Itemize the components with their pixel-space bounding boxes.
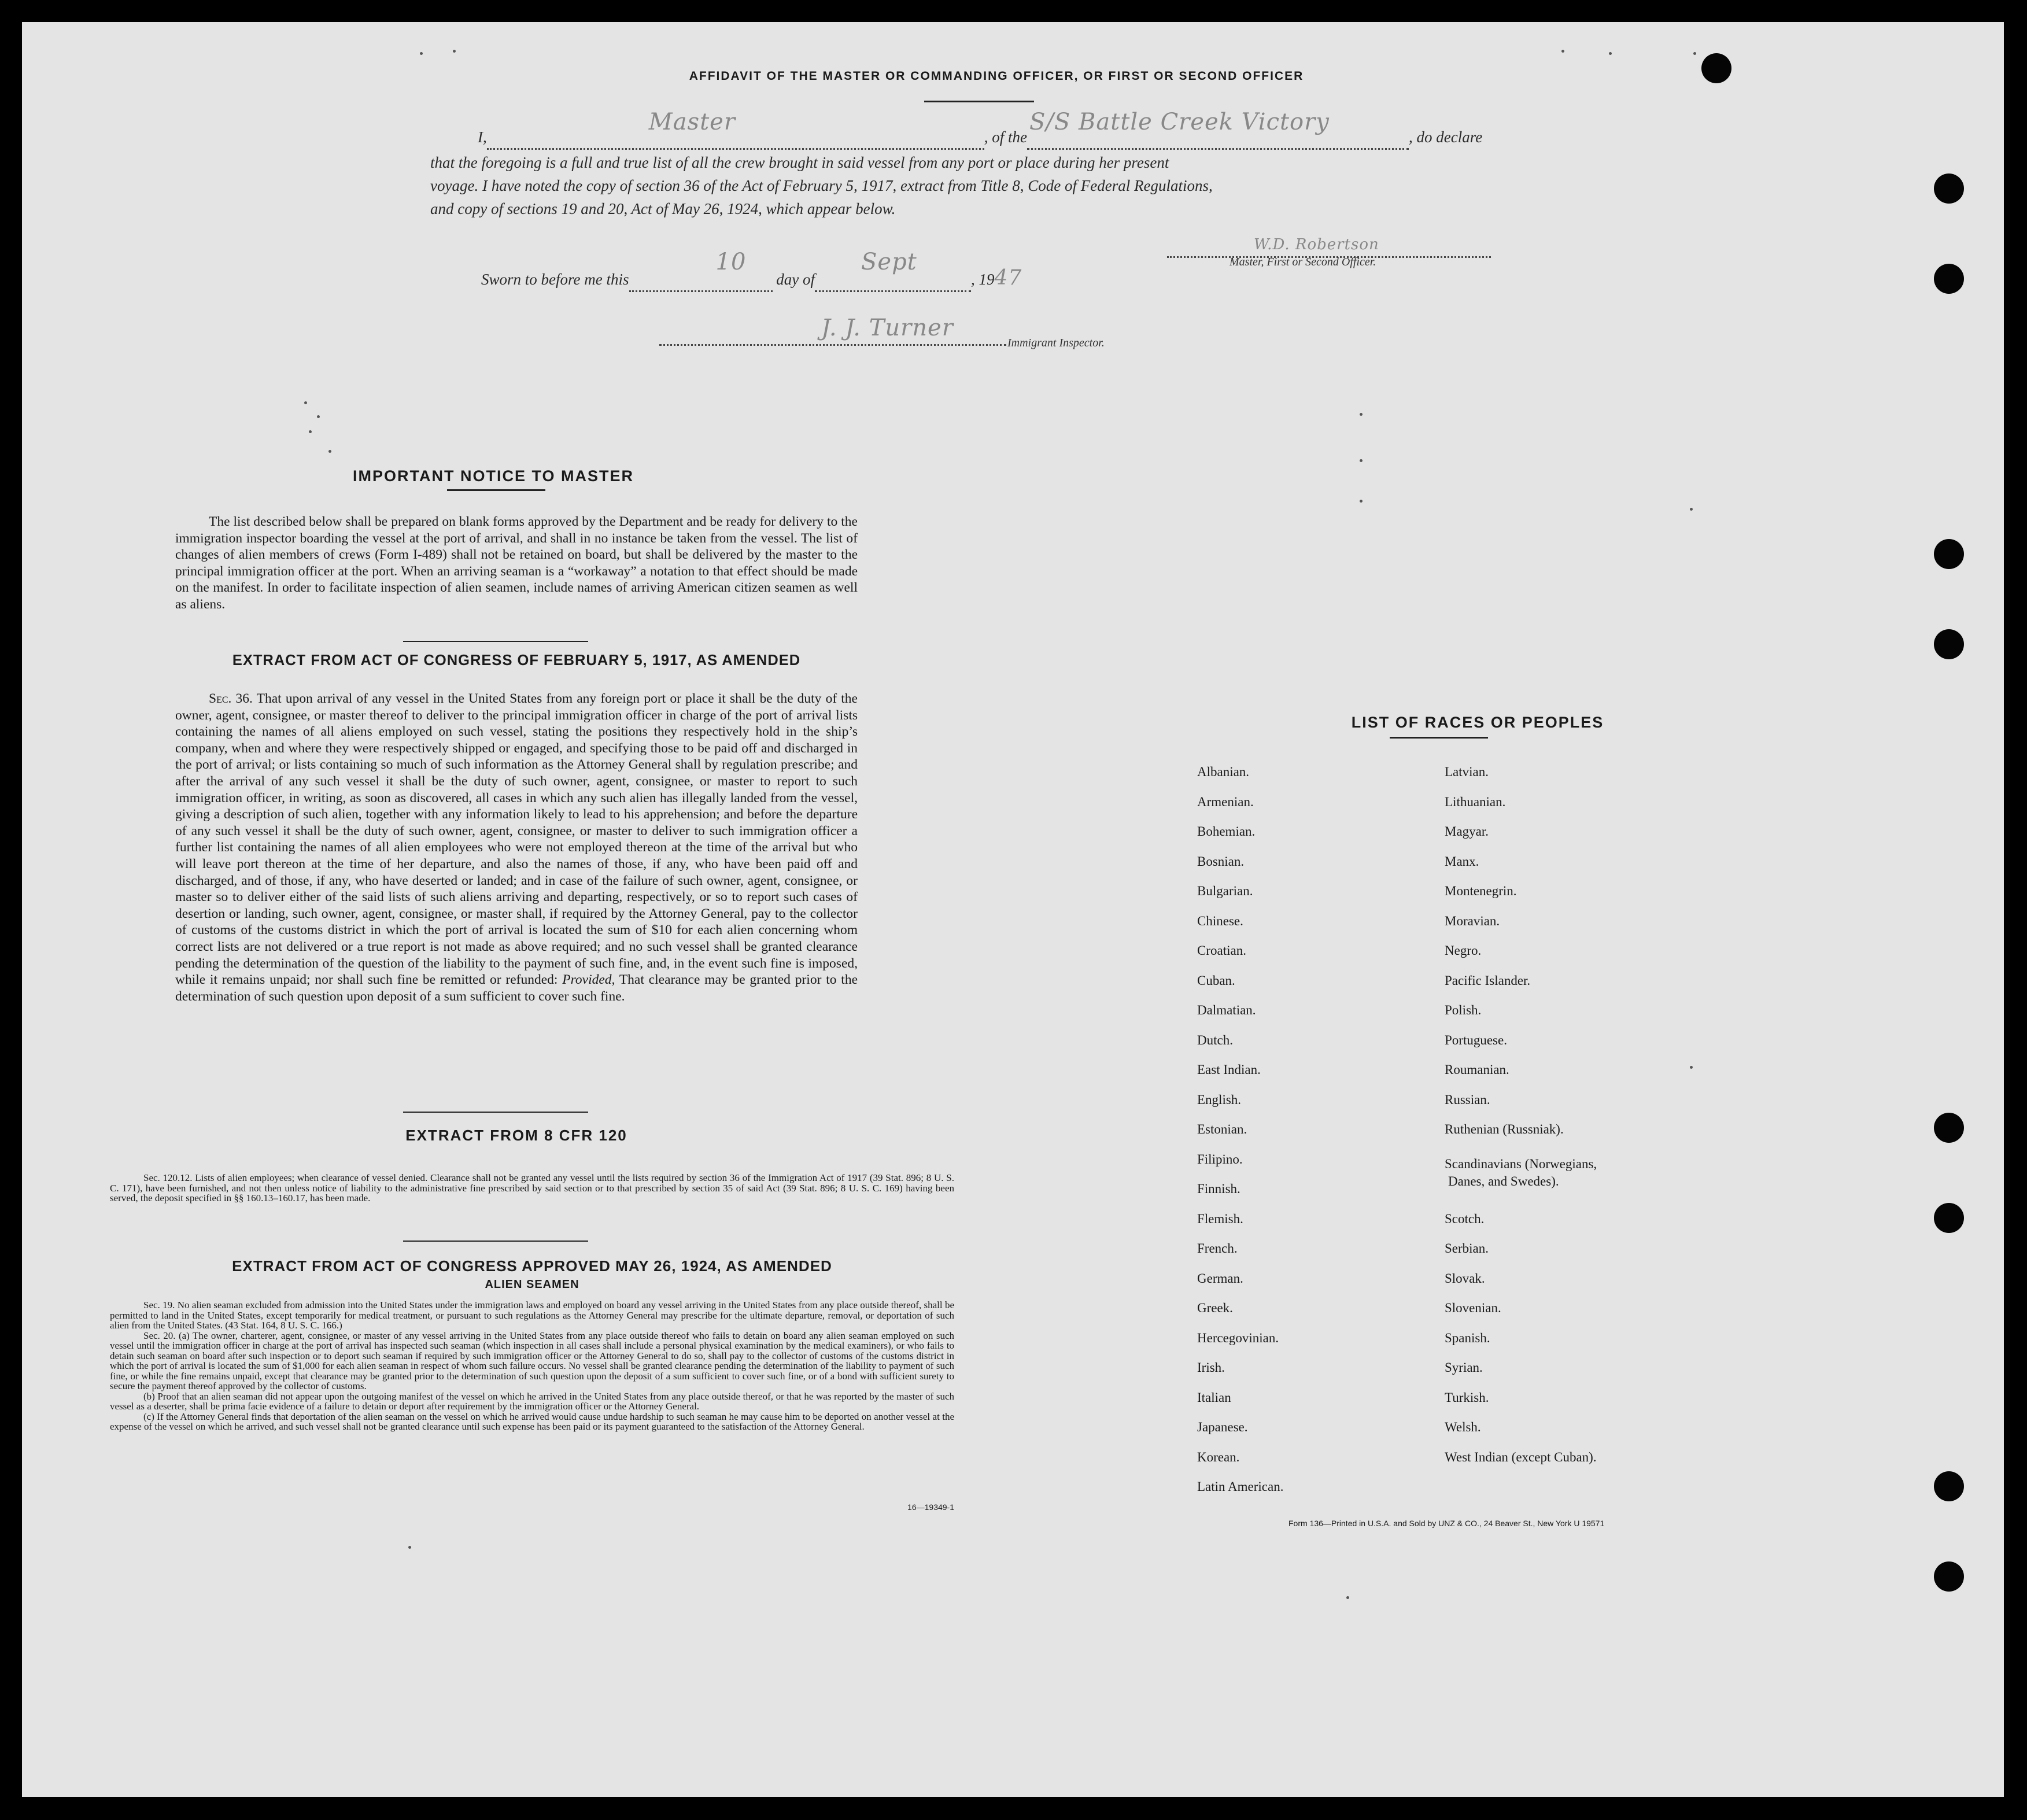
scan-speck xyxy=(1561,50,1564,53)
race-item-left: Croatian. xyxy=(1197,943,1246,958)
sec-19-text: Sec. 19. No alien seaman excluded from admission into the United States under the immigration laws and employed on board any vessel arriving in the United States from any place outside thereof, shall be permitted to land in the United States, except temporarily for medical treatment, or pursuant to such regulations as the Attorney General may prescribe for the ultimate departure, removal, or deportation of such alien from the United States. (43 Stat. 164, 8 U. S. C. 166.) xyxy=(110,1300,954,1331)
race-item-right: Danes, and Swedes). xyxy=(1448,1173,1559,1188)
inspector-caption: Immigrant Inspector. xyxy=(1007,337,1105,349)
extract-1924-body xyxy=(110,1300,954,1432)
master-name-handwriting: Master xyxy=(648,109,736,135)
race-item-right: Negro. xyxy=(1445,943,1482,958)
sec-20a-text: Sec. 20. (a) The owner, charterer, agent, consignee, or master of any vessel arriving in the United States from any place outside thereof who fails to detain on board any alien seaman employed on such vessel until the immigration officer in charge at the port of arrival has inspected such seaman (which inspection in all cases shall include a personal physical examination by the medical examiners), or who fails to detain such seaman on board after such inspection or to deport such seaman if required by such immigration officer or the Attorney General to do so, shall pay to the collector of customs of the customs district in which the port of arrival is located the sum of $1,000 for each alien seaman in respect of whom such failure occurs. No vessel shall be granted clearance pending the determination of the liability to payment of such fine, or while the fine remains unpaid, except that clearance may be granted prior to the determination of such question upon the deposit of a sum sufficient to cover such fine, or of a bond with sufficient surety to secure the payment thereof approved by the collector of customs. xyxy=(110,1330,954,1391)
race-item-left: Chinese. xyxy=(1197,913,1243,928)
vessel-of-label: , of the xyxy=(984,128,1027,146)
race-item-left: Armenian. xyxy=(1197,794,1254,809)
race-item-right: Ruthenian (Russniak). xyxy=(1445,1122,1564,1136)
race-item-right: Slovak. xyxy=(1445,1271,1485,1286)
race-item-right: West Indian (except Cuban). xyxy=(1445,1449,1597,1464)
scan-speck xyxy=(1360,413,1363,416)
punch-hole xyxy=(1934,173,1964,204)
race-item-right: Russian. xyxy=(1445,1092,1490,1107)
sworn-month-field xyxy=(815,249,971,292)
race-item-right: Pacific Islander. xyxy=(1445,973,1531,988)
sworn-year-handwriting: 47 xyxy=(994,266,1022,290)
punch-hole xyxy=(1934,264,1964,294)
race-item-right: Portuguese. xyxy=(1445,1032,1507,1047)
provided-word: Provided, xyxy=(562,972,615,988)
punch-hole xyxy=(1934,629,1964,659)
race-item-right: Serbian. xyxy=(1445,1241,1489,1256)
race-item-left: Korean. xyxy=(1197,1449,1240,1464)
race-item-right: Welsh. xyxy=(1445,1420,1481,1434)
race-item-left: Dutch. xyxy=(1197,1032,1233,1047)
master-signature-handwriting: W.D. Robertson xyxy=(1254,236,1379,253)
race-item-left: German. xyxy=(1197,1271,1243,1286)
document-page xyxy=(22,22,2004,1797)
affidavit-line-3: voyage. I have noted the copy of section 36 of the Act of February 5, 1917, extract from Title 8, Code of Federal Regulations, xyxy=(430,177,1213,194)
race-item-left: Dalmatian. xyxy=(1197,1003,1256,1017)
affidavit-line-2: that the foregoing is a full and true list of all the crew brought in said vessel from any port or place during her present xyxy=(430,154,1169,171)
sec-36-text-end: That clearance may be granted prior to the determination of such question upon deposit of a sum sufficient to cover such fine. xyxy=(175,972,858,1004)
punch-hole xyxy=(1934,1113,1964,1143)
affidavit-line-1 xyxy=(478,109,1576,150)
scan-speck xyxy=(304,401,307,404)
races-title-rule xyxy=(1390,737,1488,739)
scan-speck xyxy=(1609,52,1612,55)
extract-1917-title: EXTRACT FROM ACT OF CONGRESS OF FEBRUARY 5, 1917, AS AMENDED xyxy=(232,652,801,669)
race-item-right: Latvian. xyxy=(1445,765,1489,779)
punch-hole xyxy=(1934,1561,1964,1592)
race-item-left: Japanese. xyxy=(1197,1420,1248,1434)
scan-speck xyxy=(420,52,423,55)
race-item-right: Moravian. xyxy=(1445,913,1500,928)
sec-20c-text: (c) If the Attorney General finds that deportation of the alien seaman on the vessel on which he arrived would cause undue hardship to such seaman he may cause him to be deported on another vessel at the expense of the vessel on which he arrived, and such vessel shall not be granted clearance until such expense has been paid or its payment guaranteed to the satisfaction of the Attorney General. xyxy=(110,1411,954,1432)
race-item-left: Finnish. xyxy=(1197,1182,1240,1196)
sworn-day-of-label: day of xyxy=(776,271,815,288)
race-item-left: French. xyxy=(1197,1241,1238,1256)
race-item-right: Polish. xyxy=(1445,1003,1482,1017)
sworn-day-field xyxy=(629,249,773,292)
inspector-signature-handwriting: J. J. Turner xyxy=(821,315,954,341)
scan-speck xyxy=(1346,1596,1349,1599)
race-item-right: Syrian. xyxy=(1445,1360,1483,1375)
affidavit-line-4: and copy of sections 19 and 20, Act of May 26, 1924, which appear below. xyxy=(430,200,896,217)
declarant-prefix: I, xyxy=(478,128,487,146)
race-item-left: Albanian. xyxy=(1197,765,1250,779)
race-item-left: English. xyxy=(1197,1092,1242,1107)
race-item-left: Hercegovinian. xyxy=(1197,1330,1279,1345)
scan-speck xyxy=(1690,1066,1693,1069)
race-item-right: Montenegrin. xyxy=(1445,884,1517,898)
notice-title-rule xyxy=(447,489,545,491)
sec-36-text: That upon arrival of any vessel in the United States from any foreign port or place it shall be the duty of the owner, agent, consignee, or master thereof to deliver to the principal immigration officer in charge of the port of arrival lists containing the names of all aliens employed on such vessel, stating the positions they respectively hold in the ship’s company, when and where they were respectively shipped or engaged, and specifying those to be paid off and discharged in the port of arrival; or lists containing so much of such information as the Attorney General shall by regulation prescribe; and after the arrival of any such vessel it shall be the duty of such owner, agent, consignee, or master to report to such immigration officer, in writing, as soon as discovered, all cases in which any such alien has illegally landed from the vessel, giving a description of such alien, together with any information likely to lead to his apprehension; and before the departure of any such vessel it shall be the duty of such owner, agent, consignee, or master to deliver to such immigration officer a further list containing the names of all alien employees who were not employed thereon at the time of the arrival but who will leave port thereon at the time of her departure, and also the names of those, if any, who have been paid off and discharged, and of those, if any, who have deserted or landed; and in case of the failure of such owner, agent, consignee, or master so to deliver either of the said lists of such aliens arriving and departing, respectively, or so to report such cases of desertion or landing, such owner, agent, consignee, or master shall, if required by the Attorney General, pay to the collector of customs of the customs district in which the port of arrival is located the sum of $10 for each alien concerning whom correct lists are not delivered or a true report is not made as above required; and no such vessel shall be granted clearance pending the determination of the question of the liability to the payment of such fine, and, in the event such fine is imposed, while it remains unpaid; nor shall such fine be remitted or refunded: xyxy=(175,691,858,988)
scan-speck xyxy=(1693,52,1696,55)
sworn-prefix: Sworn to before me this xyxy=(481,271,629,288)
race-item-left: Italian xyxy=(1197,1390,1231,1405)
sworn-day-handwriting: 10 xyxy=(715,249,747,275)
race-item-right: Manx. xyxy=(1445,854,1479,869)
race-item-left: Bosnian. xyxy=(1197,854,1245,869)
race-item-right: Slovenian. xyxy=(1445,1301,1501,1315)
race-item-left: Flemish. xyxy=(1197,1211,1243,1226)
extract-cfr-body: Sec. 120.12. Lists of alien employees; when clearance of vessel denied. Clearance shall not be granted any vessel until the lists required by section 36 of the Immigration Act of 1917 (39 Stat. 896; 8 U. S. C. 171), have been furnished, and not then unless notice of liability to the administrative fine prescribed by said section or to that prescribed by section 35 of said Act (39 Stat. 896; 8 U. S. C. 169) having been served, the deposit specified in §§ 160.13–160.17, has been made. xyxy=(110,1172,954,1204)
section-rule xyxy=(403,1241,588,1242)
race-item-left: East Indian. xyxy=(1197,1062,1261,1077)
race-item-left: Bulgarian. xyxy=(1197,884,1253,898)
printer-imprint: Form 136—Printed in U.S.A. and Sold by UNZ & CO., 24 Beaver St., New York U 19571 xyxy=(1288,1519,1605,1528)
race-item-left: Estonian. xyxy=(1197,1122,1247,1136)
scan-speck xyxy=(408,1546,411,1549)
vessel-name-field xyxy=(1027,109,1409,150)
race-item-left: Cuban. xyxy=(1197,973,1235,988)
races-title: LIST OF RACES OR PEOPLES xyxy=(1351,714,1604,731)
title-rule xyxy=(924,101,1034,102)
notice-title: IMPORTANT NOTICE TO MASTER xyxy=(353,467,634,485)
race-item-left: Greek. xyxy=(1197,1301,1233,1315)
scan-speck xyxy=(317,415,320,418)
section-rule xyxy=(403,641,588,642)
race-item-right: Scandinavians (Norwegians, xyxy=(1445,1156,1597,1171)
notice-body: The list described below shall be prepared on blank forms approved by the Department and be ready for delivery to the immigration inspector boarding the vessel at the port of arrival, and shall in no instance be taken from the vessel. The list of changes of alien members of crews (Form I-489) shall not be retained on board, but shall be delivered by the master to the principal immigration officer at the port. When an arriving seaman is a “workaway” a notation to that effect should be made on the manifest. In order to facilitate inspection of alien seamen, include names of arriving American citizen seamen as well as aliens. xyxy=(175,514,858,612)
declare-label: , do declare xyxy=(1409,128,1483,146)
scan-speck xyxy=(1360,500,1363,503)
scan-speck xyxy=(1360,459,1363,462)
race-item-right: Turkish. xyxy=(1445,1390,1489,1405)
scan-speck xyxy=(328,450,331,453)
sec-36-label: Sec. 36. xyxy=(209,691,253,706)
scan-speck xyxy=(1690,508,1693,511)
sworn-month-handwriting: Sept xyxy=(861,249,917,275)
master-signature-caption: Master, First or Second Officer. xyxy=(1230,256,1376,268)
race-item-right: Lithuanian. xyxy=(1445,794,1506,809)
extract-1924-subtitle: ALIEN SEAMEN xyxy=(485,1278,579,1291)
extract-1917-body xyxy=(175,691,858,1005)
vessel-name-handwriting: S/S Battle Creek Victory xyxy=(1029,109,1330,135)
race-item-left: Bohemian. xyxy=(1197,824,1256,839)
race-item-left: Filipino. xyxy=(1197,1151,1243,1166)
form-code: 16—19349-1 xyxy=(907,1502,954,1512)
race-item-right: Scotch. xyxy=(1445,1211,1485,1226)
punch-hole xyxy=(1934,539,1964,569)
sec-20b-text: (b) Proof that an alien seaman did not appear upon the outgoing manifest of the vessel on which he arrived in the United States from any place outside thereof, or that he was reported by the master of such vessel as a deserter, shall be prima facie evidence of a failure to detain or deport after requirement by the immigration officer or the Attorney General. xyxy=(110,1390,954,1412)
punch-hole xyxy=(1934,1203,1964,1233)
race-item-right: Spanish. xyxy=(1445,1330,1490,1345)
inspector-signature-line xyxy=(659,315,1006,346)
scan-speck xyxy=(453,50,456,53)
race-item-left: Latin American. xyxy=(1197,1479,1284,1494)
scan-speck xyxy=(309,430,312,433)
race-item-right: Magyar. xyxy=(1445,824,1489,839)
race-item-left: Irish. xyxy=(1197,1360,1225,1375)
section-rule xyxy=(403,1112,588,1113)
sworn-year-prefix: 19 xyxy=(979,271,995,288)
race-item-right: Roumanian. xyxy=(1445,1062,1509,1077)
punch-hole xyxy=(1934,1471,1964,1501)
affidavit-title: AFFIDAVIT OF THE MASTER OR COMMANDING OFFICER, OR FIRST OR SECOND OFFICER xyxy=(689,69,1304,83)
extract-1924-title: EXTRACT FROM ACT OF CONGRESS APPROVED MAY 26, 1924, AS AMENDED xyxy=(232,1257,832,1275)
sworn-line: Sworn to before me this 10 day of Sept , 1947 xyxy=(481,267,1291,292)
extract-cfr-title: EXTRACT FROM 8 CFR 120 xyxy=(405,1127,627,1144)
master-name-field xyxy=(487,109,984,150)
